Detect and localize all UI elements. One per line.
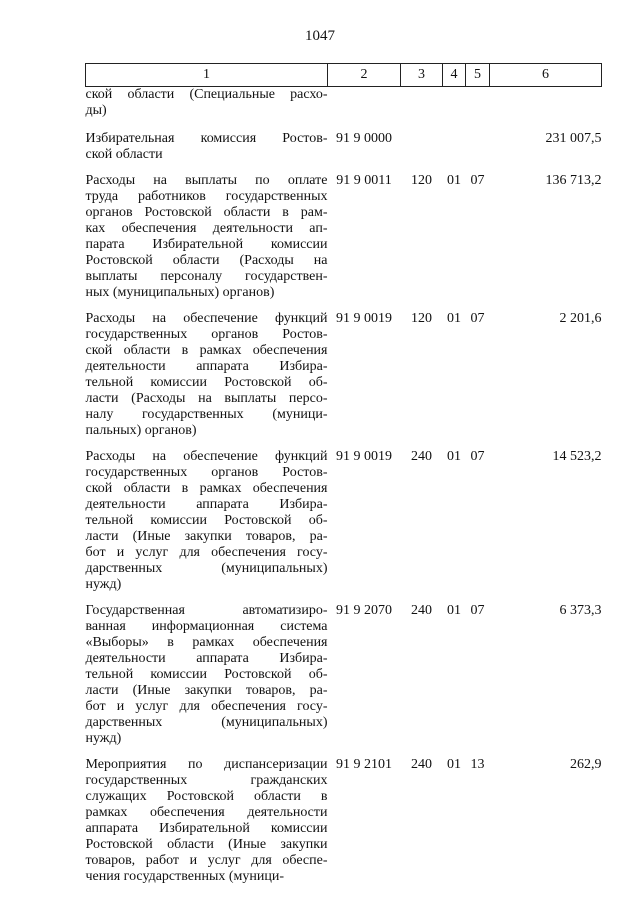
section-code: 01 bbox=[447, 173, 461, 188]
section-code bbox=[443, 87, 466, 132]
expense-type-code bbox=[401, 131, 443, 173]
description-line: ской области в рамках обеспечения bbox=[85, 481, 328, 496]
expense-type-code bbox=[401, 87, 443, 132]
page-number: 1047 bbox=[305, 28, 335, 44]
description-line: тельной комиссии Ростовской об- bbox=[85, 375, 328, 390]
description-line: дарственных (муниципальных) bbox=[85, 715, 328, 730]
column-header: 2 bbox=[328, 64, 401, 87]
description-line: Расходы на обеспечение функций bbox=[85, 311, 328, 326]
description-line: Государственная автоматизиро- bbox=[85, 603, 328, 618]
description-line: ласти (Иные закупки товаров, ра- bbox=[85, 683, 328, 698]
section-code: 01 bbox=[447, 449, 461, 464]
row-description bbox=[86, 87, 328, 132]
description-line: чения государственных (муници- bbox=[85, 869, 285, 884]
section-code bbox=[443, 131, 466, 173]
subsection-code bbox=[466, 87, 490, 132]
subsection-code bbox=[466, 131, 490, 173]
description-line: выплаты персоналу государствен- bbox=[85, 269, 328, 284]
description-line: Ростовской области (Иные закупки bbox=[85, 837, 328, 852]
target-article-code: 91 9 2101 bbox=[336, 757, 392, 772]
budget-table bbox=[85, 63, 602, 895]
description-line: тельной комиссии Ростовской об- bbox=[85, 667, 328, 682]
column-header: 6 bbox=[490, 64, 602, 87]
subsection-code: 07 bbox=[470, 603, 485, 618]
description-line: ласти (Иные закупки товаров, ра- bbox=[85, 529, 328, 544]
table-row bbox=[86, 603, 602, 757]
amount-value: 14 523,2 bbox=[552, 449, 602, 464]
description-line: ках обеспечения деятельности ап- bbox=[85, 221, 328, 236]
table-body bbox=[86, 87, 602, 896]
description-line: налу государственных (муници- bbox=[85, 407, 328, 422]
description-line: государственных гражданских bbox=[85, 773, 328, 788]
amount-value bbox=[490, 87, 602, 132]
description-line: Расходы на обеспечение функций bbox=[85, 449, 328, 464]
target-article-code: 91 9 0000 bbox=[336, 131, 392, 146]
row-description bbox=[86, 311, 328, 449]
description-line: государственных органов Ростов- bbox=[85, 327, 328, 342]
column-header: 4 bbox=[443, 64, 466, 87]
description-line: ванная информационная система bbox=[85, 619, 328, 634]
description-line: бот и услуг для обеспечения госу- bbox=[85, 699, 328, 714]
description-line: рамках обеспечения деятельности bbox=[85, 805, 328, 820]
amount-value: 262,9 bbox=[570, 757, 602, 772]
target-article-code: 91 9 2070 bbox=[336, 603, 392, 618]
table-row bbox=[86, 449, 602, 603]
amount-value: 136 713,2 bbox=[545, 173, 602, 188]
row-description bbox=[86, 757, 328, 895]
description-line: Избирательная комиссия Ростов- bbox=[85, 131, 328, 146]
subsection-code: 13 bbox=[470, 757, 485, 772]
expense-type-code: 240 bbox=[411, 603, 432, 618]
description-line: бот и услуг для обеспечения госу- bbox=[85, 545, 328, 560]
description-line: парата Избирательной комиссии bbox=[85, 237, 328, 252]
target-article-code: 91 9 0019 bbox=[336, 449, 392, 464]
description-line: ской области (Специальные расхо- bbox=[85, 87, 328, 102]
subsection-code: 07 bbox=[470, 311, 485, 326]
row-description bbox=[86, 173, 328, 311]
row-description bbox=[86, 603, 328, 757]
description-line: товаров, работ и услуг для обеспе- bbox=[85, 853, 328, 868]
section-code: 01 bbox=[447, 603, 461, 618]
description-line: тельной комиссии Ростовской об- bbox=[85, 513, 328, 528]
target-article-code bbox=[328, 87, 401, 132]
table-row bbox=[86, 311, 602, 449]
description-line: деятельности аппарата Избира- bbox=[85, 497, 328, 512]
expense-type-code: 120 bbox=[411, 173, 432, 188]
description-line: пальных) органов) bbox=[85, 423, 197, 438]
description-line: ской области bbox=[85, 147, 163, 162]
description-line: служащих Ростовской области в bbox=[85, 789, 328, 804]
description-line: труда работников государственных bbox=[85, 189, 328, 204]
description-line: ской области в рамках обеспечения bbox=[85, 343, 328, 358]
column-header: 1 bbox=[86, 64, 328, 87]
amount-value: 2 201,6 bbox=[559, 311, 602, 326]
description-line: Мероприятия по диспансеризации bbox=[85, 757, 328, 772]
description-line: Ростовской области (Расходы на bbox=[85, 253, 328, 268]
description-line: нужд) bbox=[85, 577, 122, 592]
description-line: деятельности аппарата Избира- bbox=[85, 651, 328, 666]
description-line: «Выборы» в рамках обеспечения bbox=[85, 635, 328, 650]
row-description bbox=[86, 131, 328, 173]
amount-value: 231 007,5 bbox=[545, 131, 602, 146]
subsection-code: 07 bbox=[470, 449, 485, 464]
expense-type-code: 240 bbox=[411, 449, 432, 464]
section-code: 01 bbox=[447, 311, 461, 326]
column-header: 5 bbox=[466, 64, 490, 87]
description-line: дарственных (муниципальных) bbox=[85, 561, 328, 576]
target-article-code: 91 9 0019 bbox=[336, 311, 392, 326]
description-line: ды) bbox=[85, 103, 107, 118]
description-line: органов Ростовской области в рам- bbox=[85, 205, 328, 220]
table-row bbox=[86, 173, 602, 311]
description-line: Расходы на выплаты по оплате bbox=[85, 173, 328, 188]
column-header: 3 bbox=[401, 64, 443, 87]
table-header-row bbox=[86, 64, 602, 87]
description-line: аппарата Избирательной комиссии bbox=[85, 821, 328, 836]
target-article-code: 91 9 0011 bbox=[336, 173, 392, 188]
table-row bbox=[86, 131, 602, 173]
subsection-code: 07 bbox=[470, 173, 485, 188]
table-row bbox=[86, 87, 602, 132]
expense-type-code: 120 bbox=[411, 311, 432, 326]
section-code: 01 bbox=[447, 757, 461, 772]
expense-type-code: 240 bbox=[411, 757, 432, 772]
amount-value: 6 373,3 bbox=[559, 603, 602, 618]
description-line: деятельности аппарата Избира- bbox=[85, 359, 328, 374]
row-description bbox=[86, 449, 328, 603]
description-line: ных (муниципальных) органов) bbox=[85, 285, 275, 300]
description-line: ласти (Расходы на выплаты персо- bbox=[85, 391, 328, 406]
description-line: государственных органов Ростов- bbox=[85, 465, 328, 480]
table-row bbox=[86, 757, 602, 895]
description-line: нужд) bbox=[85, 731, 122, 746]
